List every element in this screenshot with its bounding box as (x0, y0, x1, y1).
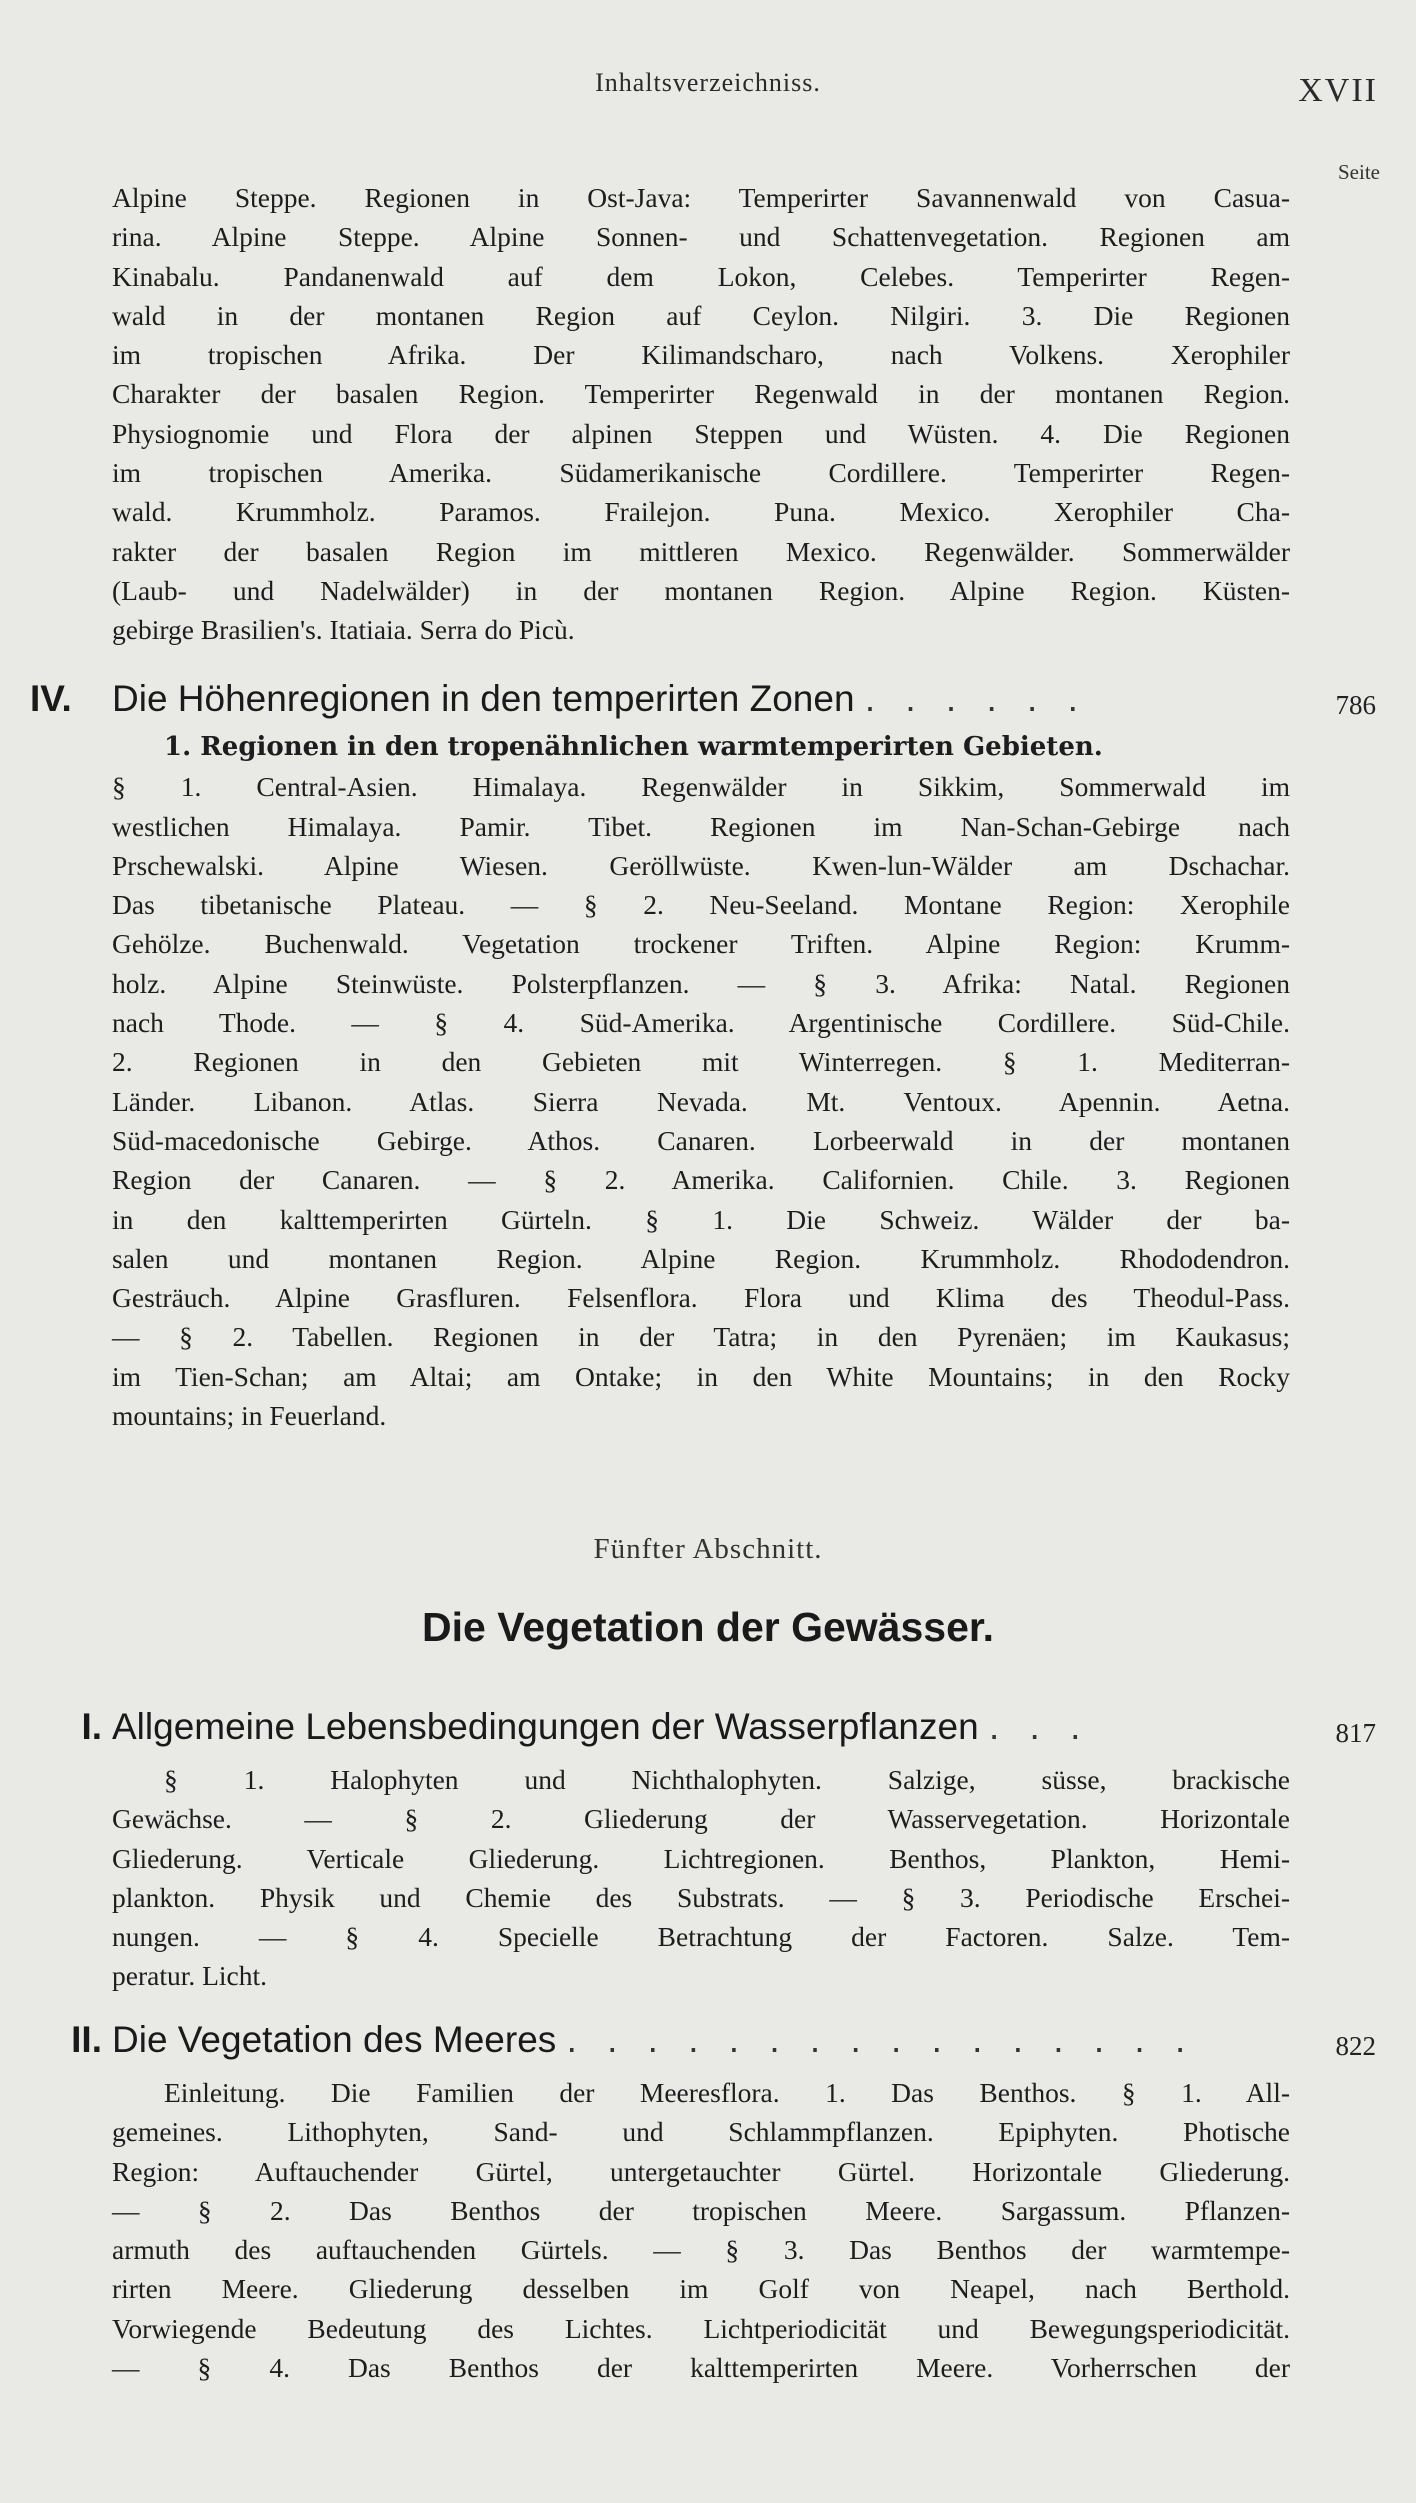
text-line: wald in der montanen Region auf Ceylon. Nilgiri. 3. Die Regionen (112, 299, 1290, 331)
text-line: Region der Canaren. — § 2. Amerika. Californien. Chile. 3. Regionen (112, 1164, 1290, 1196)
text-line: nach Thode. — § 4. Süd-Amerika. Argentinische Cordillere. Süd-Chile. (112, 1007, 1290, 1039)
chapter-title: Die Vegetation des Meeres (112, 2019, 557, 2060)
chapter-page-number: 817 (1335, 1718, 1376, 1748)
chapter-title: Die Höhenregionen in den temperirten Zonen (112, 678, 855, 719)
text-line: § 1. Central-Asien. Himalaya. Regenwälder in Sikkim, Sommerwald im (112, 771, 1290, 803)
text-line: Länder. Libanon. Atlas. Sierra Nevada. Mt. Ventoux. Apennin. Aetna. (112, 1085, 1290, 1117)
text-line: Physiognomie und Flora der alpinen Steppen und Wüsten. 4. Die Regionen (112, 417, 1290, 449)
text-line: in den kalttemperirten Gürteln. § 1. Die Schweiz. Wälder der ba- (112, 1203, 1290, 1235)
seite-label: Seite (1338, 160, 1380, 184)
leader-dots: . . . . . . (864, 678, 1088, 719)
chapter-heading-ii (30, 2019, 1330, 2061)
text-line: Vorwiegende Bedeutung des Lichtes. Lichtperiodicität und Bewegungsperiodicität. (112, 2312, 1290, 2344)
text-line: § 1. Halophyten und Nichthalophyten. Salzige, süsse, brackische (164, 1764, 1290, 1795)
chapter-i-contents (112, 1760, 1290, 1996)
subheading-line: 1. Regionen in den tropenähnlichen warmtemperirten Gebieten. (164, 732, 1103, 762)
text-line: peratur. Licht. (112, 1960, 268, 1992)
text-line: (Laub- und Nadelwälder) in der montanen Region. Alpine Region. Küsten- (112, 574, 1290, 606)
text-line: plankton. Physik und Chemie des Substrats. — § 3. Periodische Erschei- (112, 1881, 1290, 1913)
chapter-page-number: 822 (1335, 2031, 1376, 2061)
text-line: Gehölze. Buchenwald. Vegetation trockener Triften. Alpine Region: Krumm- (112, 928, 1290, 960)
text-line: nungen. — § 4. Specielle Betrachtung der Factoren. Salze. Tem- (112, 1921, 1290, 1953)
text-line: Einleitung. Die Familien der Meeresflora. 1. Das Benthos. § 1. All- (164, 2077, 1290, 2108)
text-line: westlichen Himalaya. Pamir. Tibet. Regionen im Nan-Schan-Gebirge nach (112, 810, 1290, 842)
chapter-number: I. (81, 1706, 102, 1747)
running-title: Inhaltsverzeichniss. (595, 68, 821, 97)
text-line: Gewächse. — § 2. Gliederung der Wasservegetation. Horizontale (112, 1803, 1290, 1835)
text-line: gemeines. Lithophyten, Sand- und Schlammpflanzen. Epiphyten. Photische (112, 2116, 1290, 2148)
chapter-number: IV. (30, 678, 72, 719)
text-line: rina. Alpine Steppe. Alpine Sonnen- und Schattenvegetation. Regionen am (112, 221, 1290, 253)
continuation-paragraph (112, 178, 1290, 650)
text-line: holz. Alpine Steinwüste. Polsterpflanzen. — § 3. Afrika: Natal. Regionen (112, 967, 1290, 999)
leader-dots: . . . . . . . . . . . . . . . . (566, 2019, 1196, 2060)
text-line: — § 4. Das Benthos der kalttemperirten Meere. Vorherrschen der (112, 2352, 1290, 2384)
leader-dots: . . . (988, 1706, 1091, 1747)
text-line: im Tien-Schan; am Altai; am Ontake; in den White Mountains; in den Rocky (112, 1360, 1290, 1392)
chapter-number: II. (71, 2019, 102, 2060)
text-line: Das tibetanische Plateau. — § 2. Neu-Seeland. Montane Region: Xerophile (112, 889, 1290, 921)
text-line: rirten Meere. Gliederung desselben im Golf von Neapel, nach Berthold. (112, 2273, 1290, 2305)
text-line: — § 2. Tabellen. Regionen in der Tatra; in den Pyrenäen; im Kaukasus; (112, 1321, 1290, 1353)
page-numeral: XVII (1298, 72, 1378, 109)
text-line: 2. Regionen in den Gebieten mit Winterregen. § 1. Mediterran- (112, 1046, 1290, 1078)
text-line: rakter der basalen Region im mittleren Mexico. Regenwälder. Sommerwälder (112, 535, 1290, 567)
chapter-ii-contents (112, 2073, 1290, 2387)
text-line: — § 2. Das Benthos der tropischen Meere. Sargassum. Pflanzen- (112, 2194, 1290, 2226)
text-line: im tropischen Amerika. Südamerikanische Cordillere. Temperirter Regen- (112, 457, 1290, 489)
text-line: Gliederung. Verticale Gliederung. Lichtregionen. Benthos, Plankton, Hemi- (112, 1842, 1290, 1874)
text-line: Alpine Steppe. Regionen in Ost-Java: Temperirter Savannenwald von Casua- (112, 182, 1290, 213)
text-line: mountains; in Feuerland. (112, 1400, 387, 1432)
text-line: Gesträuch. Alpine Grasfluren. Felsenflora. Flora und Klima des Theodul-Pass. (112, 1282, 1290, 1314)
chapter-title: Allgemeine Lebensbedingungen der Wasserpflanzen (112, 1706, 979, 1747)
chapter-page-number: 786 (1335, 690, 1376, 720)
chapter-heading-i (30, 1706, 1330, 1748)
text-line: Prschewalski. Alpine Wiesen. Geröllwüste. Kwen-lun-Wälder am Dschachar. (112, 849, 1290, 881)
chapter-heading-iv (30, 678, 1330, 720)
text-line: Süd-macedonische Gebirge. Athos. Canaren. Lorbeerwald in der montanen (112, 1124, 1290, 1156)
text-line: Region: Auftauchender Gürtel, untergetauchter Gürtel. Horizontale Gliederung. (112, 2155, 1290, 2187)
text-line: gebirge Brasilien's. Itatiaia. Serra do Picù. (112, 614, 575, 646)
section-title: Die Vegetation der Gewässer. (422, 1604, 994, 1650)
section-label: Fünfter Abschnitt. (593, 1533, 823, 1565)
text-line: armuth des auftauchenden Gürtels. — § 3. Das Benthos der warmtempe- (112, 2234, 1290, 2266)
chapter-iv-contents (112, 728, 1290, 1435)
text-line: Charakter der basalen Region. Temperirter Regenwald in der montanen Region. (112, 378, 1290, 410)
text-line: salen und montanen Region. Alpine Region. Krummholz. Rhododendron. (112, 1242, 1290, 1274)
text-line: Kinabalu. Pandanenwald auf dem Lokon, Celebes. Temperirter Regen- (112, 260, 1290, 292)
text-line: wald. Krummholz. Paramos. Frailejon. Puna. Mexico. Xerophiler Cha- (112, 496, 1290, 528)
text-line: im tropischen Afrika. Der Kilimandscharo, nach Volkens. Xerophiler (112, 339, 1290, 371)
